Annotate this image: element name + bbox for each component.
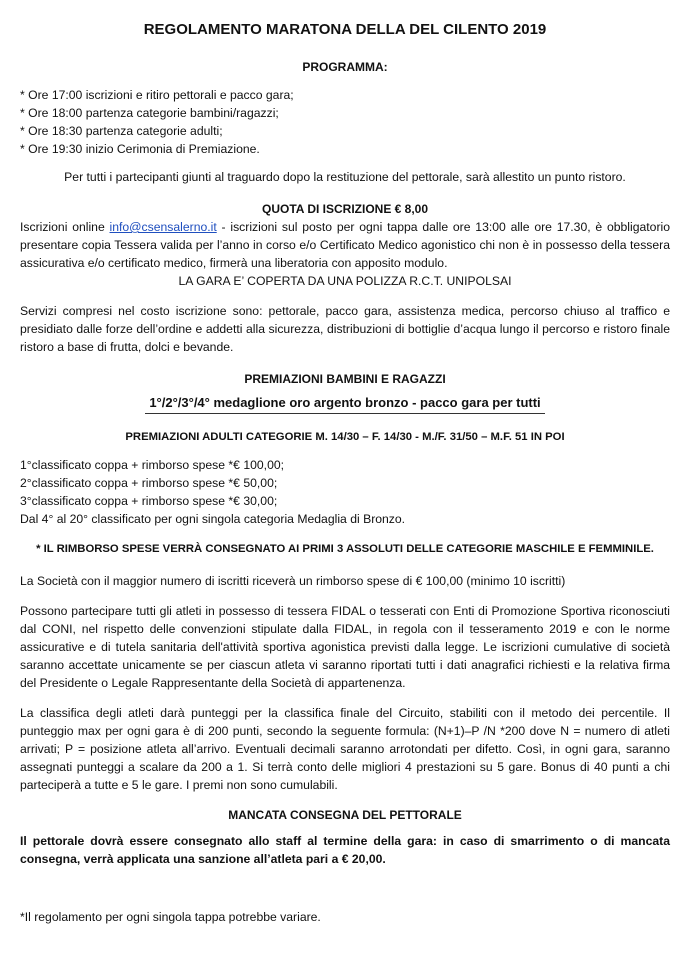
- quota-text-before: Iscrizioni online: [20, 220, 110, 234]
- premiazioni-bambini-subheading: 1°/2°/3°/4° medaglione oro argento bronzo - pacco gara per tutti: [149, 395, 541, 410]
- servizi-paragraph: Servizi compresi nel costo iscrizione sono: pettorale, pacco gara, assistenza medica, percorso chiuso al traffico e presidiato dalle forze dell’ordine e addetti alla sicurezza, distribuzioni di bottiglie d’acqua lungo il percorso e ristoro finale ristoro a base di frutta, dolci e bevande.: [20, 304, 670, 354]
- polizza-note: LA GARA E’ COPERTA DA UNA POLIZZA R.C.T. UNIPOLSAI: [178, 274, 512, 288]
- programma-list: [20, 86, 670, 158]
- mancata-heading: MANCATA CONSEGNA DEL PETTORALE: [228, 808, 462, 822]
- list-item: * Ore 17:00 iscrizioni e ritiro pettorali e pacco gara;: [20, 88, 294, 102]
- ristoro-note: Per tutti i partecipanti giunti al traguardo dopo la restituzione del pettorale, sarà allestito un punto ristoro.: [64, 170, 626, 184]
- premiazioni-bambini-heading: PREMIAZIONI BAMBINI E RAGAZZI: [244, 372, 446, 386]
- list-item: 2°classificato coppa + rimborso spese *€ 50,00;: [20, 476, 278, 490]
- quota-heading: QUOTA DI ISCRIZIONE € 8,00: [261, 202, 429, 216]
- list-item: * Ore 18:00 partenza categorie bambini/ragazzi;: [20, 106, 279, 120]
- programma-heading: PROGRAMMA:: [302, 60, 388, 74]
- classifica-paragraph: La classifica degli atleti darà punteggi per la classifica finale del Circuito, stabiliti con il metodo dei percentile. Il punteggio max per ogni gara è di 200 punti, secondo la seguente formula: (N+1)–P /N *200 dove N = numero di atleti arrivati; P = posizione atleta all’arrivo. Eventuali decimali saranno arrotondati per difetto. Così, in ogni gara, saranno assegnati punteggi a scalare da 200 a 1. Si terrà conto delle migliori 4 prestazioni su 5 gare. Bonus di 40 punti a chi parteciperà a tutte e 5 le gare. I premi non sono cumulabili.: [20, 706, 670, 792]
- rimborso-note: * IL RIMBORSO SPESE VERRÀ CONSEGNATO AI PRIMI 3 ASSOLUTI DELLE CATEGORIE MASCHILE E FEMMINILE.: [36, 543, 654, 555]
- premiazioni-adulti-heading: PREMIAZIONI ADULTI CATEGORIE M. 14/30 – F. 14/30 - M./F. 31/50 – M.F. 51 IN POI: [125, 431, 565, 443]
- footnote: *Il regolamento per ogni singola tappa potrebbe variare.: [20, 910, 321, 924]
- quota-text-after: - iscrizioni sul posto per ogni tappa dalle ore 13:00 alle ore 17.30, è obbligatorio presentare copia Tessera valida per l’anno in corso e/o Certificato Medico agonistico chi non è in possesso della tessera assicurativa e/o certificato medico, firmerà una liberatoria con apposito modulo.: [20, 220, 670, 270]
- partecipazione-paragraph: Possono partecipare tutti gli atleti in possesso di tessera FIDAL o tesserati con Enti di Promozione Sportiva riconosciuti dal CONI, nel rispetto delle convenzioni stipulate dalla FIDAL, in regola con il tesseramento 2019 e con le norme assicurative e di tutela sanitaria dell'attività sportiva agonistica previsti dalla legge. Le iscrizioni cumulative di società saranno accettate unicamente se per ciascun atleta vi saranno riportati tutti i dati anagrafici richiesti e la relativa firma del Presidente o Legale Rappresentante della Società di appartenenza.: [20, 604, 670, 690]
- list-item: 1°classificato coppa + rimborso spese *€ 100,00;: [20, 458, 285, 472]
- quota-text: [20, 218, 670, 272]
- mancata-text: Il pettorale dovrà essere consegnato allo staff al termine della gara: in caso di smarrimento o di mancata consegna, verrà applicata una sanzione all’atleta pari a € 20,00.: [20, 834, 670, 866]
- list-item: 3°classificato coppa + rimborso spese *€ 30,00;: [20, 494, 278, 508]
- section-divider: [145, 412, 545, 414]
- document-page: [20, 20, 670, 926]
- document-title: REGOLAMENTO MARATONA DELLA DEL CILENTO 2019: [143, 21, 547, 38]
- societa-paragraph: La Società con il maggior numero di iscritti riceverà un rimborso spese di € 100,00 (minimo 10 iscritti): [20, 574, 566, 588]
- list-item: Dal 4° al 20° classificato per ogni singola categoria Medaglia di Bronzo.: [20, 512, 406, 526]
- list-item: * Ore 19:30 inizio Cerimonia di Premiazione.: [20, 142, 260, 156]
- list-item: * Ore 18:30 partenza categorie adulti;: [20, 124, 223, 138]
- premiazioni-adulti-list: [20, 456, 670, 528]
- email-link[interactable]: info@csensalerno.it: [109, 220, 217, 234]
